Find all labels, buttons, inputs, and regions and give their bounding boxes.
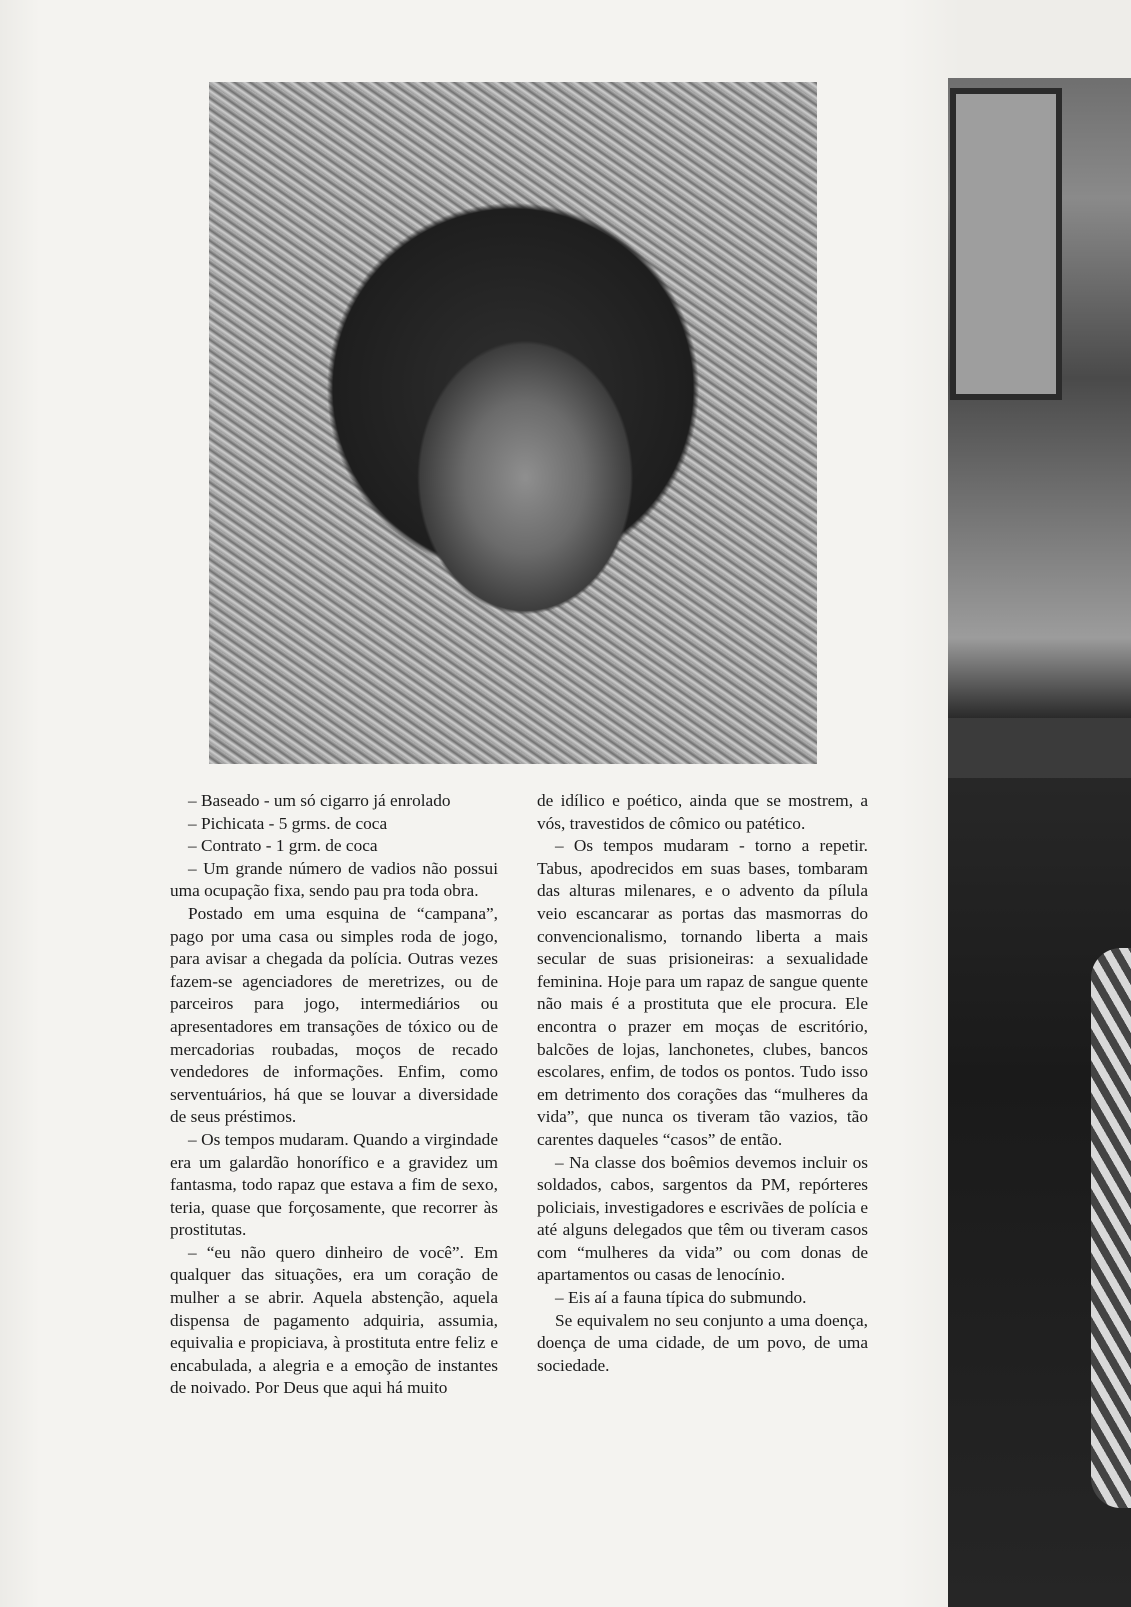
paragraph: Postado em uma esquina de “campana”, pago por uma casa ou simples roda de jogo, para avisar a chegada da polícia. Outras vezes fazem-se agenciadores de meretrizes, ou de parceiros para jogo, intermediários ou apresentadores em transações de tóxico ou de mercadorias roubadas, moços de recado vendedores de informações. Enfim, como serventuários, há que se louvar a diversidade de seus préstimos. xyxy=(170,903,498,1127)
paragraph: Se equivalem no seu conjunto a uma doença, doença de uma cidade, de um povo, de uma sociedade. xyxy=(537,1310,868,1375)
photo-desk xyxy=(948,718,1131,778)
photo-face xyxy=(209,82,817,764)
text-column-right xyxy=(537,790,868,1377)
paragraph: – Os tempos mudaram. Quando a virgindade era um galardão honorífico e a gravidez um fantasma, todo rapaz que estava a fim de sexo, teria, quase que forçosamente, que recorrer às prostitutas. xyxy=(170,1129,498,1240)
paragraph: – Eis aí a fauna típica do submundo. xyxy=(555,1288,807,1308)
paragraph: – Na classe dos boêmios devemos incluir os soldados, cabos, sargentos da PM, repórteres policiais, investigadores e escrivães de polícia e até alguns delegados que têm ou tiveram casos com “mulheres da vida” ou com donas de apartamentos ou casas de lenocínio. xyxy=(537,1152,868,1285)
paragraph: – Baseado - um só cigarro já enrolado xyxy=(188,791,451,810)
paragraph: de idílico e poético, ainda que se mostrem, a vós, travestidos de cômico ou patético. xyxy=(537,791,868,833)
paragraph: – “eu não quero dinheiro de você”. Em qualquer das situações, era um coração de mulher a se abrir. Aquela abstenção, aquela dispensa de pagamento adquiria, assumia, equivalia e propiciava, à prostituta entre feliz e encabulada, a alegria e a emoção de instantes de noivado. Por Deus que aqui há muito xyxy=(170,1242,498,1398)
photo-figure xyxy=(1091,948,1131,1508)
photo-right-edge xyxy=(948,78,1131,1607)
paragraph: – Um grande número de vadios não possui uma ocupação fixa, sendo pau pra toda obra. xyxy=(170,858,498,901)
paragraph: – Pichicata - 5 grms. de coca xyxy=(188,813,388,833)
paragraph: – Contrato - 1 grm. de coca xyxy=(188,836,378,856)
paragraph: – Os tempos mudaram - torno a repetir. Tabus, apodrecidos em suas bases, tombaram das alturas milenares, e o advento da pílula veio escancarar as portas das masmorras do convencionalismo, tornando liberta a mais secular de suas prisioneiras: a sexualidade feminina. Hoje para um rapaz de sangue quente não mais é a prostituta que ele procura. Ele encontra o prazer em moças de escritório, balcões de lojas, lanchonetes, clubes, bancos escolares, enfim, de todos os pontos. Tudo isso em detrimento dos corações das “mulheres da vida”, que nunca os tiveram tão vazios, tão carentes daqueles “casos” de então. xyxy=(537,836,868,1149)
text-column-left xyxy=(170,790,498,1400)
photo-wall-frame xyxy=(950,88,1062,400)
